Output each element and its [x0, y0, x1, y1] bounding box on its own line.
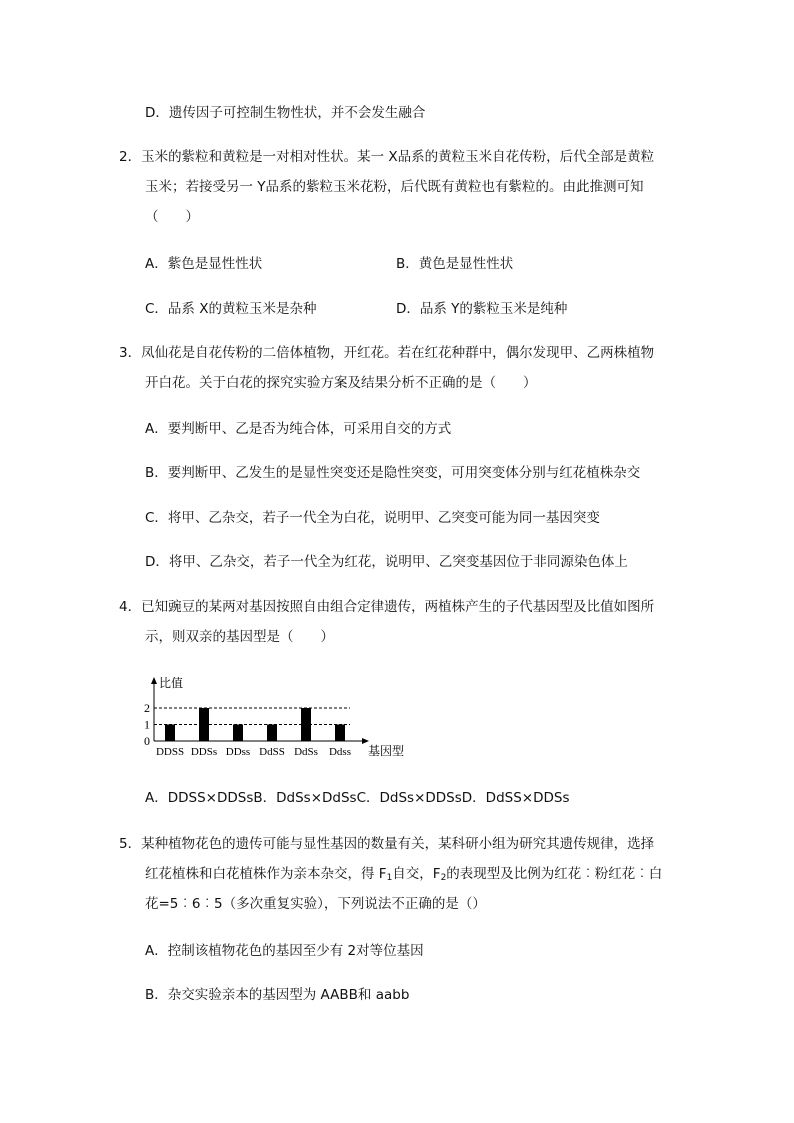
y-tick-label: 2 — [144, 701, 150, 715]
x-tick-label: DdSS — [259, 746, 285, 758]
q3-option-d: D．将甲、乙杂交，若子一代全为红花，说明甲、乙突变基因位于非同源染色体上 — [145, 554, 628, 570]
bar-Ddss — [335, 725, 345, 742]
q5-option-b: B．杂交实验亲本的基因型为 AABB和 aabb — [145, 987, 410, 1003]
y-tick-label: 0 — [144, 734, 150, 748]
x-tick-label: DDSS — [155, 746, 185, 758]
q2-stem-line-3: （ ） — [145, 209, 199, 225]
q5-stem-line-3: 花=5︰6︰5（多次重复实验），下列说法不正确的是（） — [145, 896, 486, 912]
q4-stem-line-2: 示，则双亲的基因型是（ ） — [145, 629, 334, 645]
q3-stem-line-1: 3．凤仙花是自花传粉的二倍体植物，开红花。若在红花种群中，偶尔发现甲、乙两株植物 — [119, 345, 655, 361]
x-tick-label: DdSs — [294, 746, 318, 758]
bar-DDss — [233, 725, 243, 742]
bar-DdSs — [301, 708, 311, 741]
q5-option-a: A．控制该植物花色的基因至少有 2对等位基因 — [145, 943, 424, 959]
x-tick-label: DDss — [225, 746, 251, 758]
q2-option-d: D．品系 Y的紫粒玉米是纯种 — [396, 301, 568, 317]
q4-stem-line-1: 4．已知豌豆的某两对基因按照自由组合定律遗传，两植株产生的子代基因型及比值如图所 — [119, 599, 655, 615]
q3-option-a: A．要判断甲、乙是否为纯合体，可采用自交的方式 — [145, 421, 452, 437]
q2-stem-line-2: 玉米；若接受另一 Y品系的紫粒玉米花粉，后代既有黄粒也有紫粒的。由此推测可知 — [145, 179, 644, 195]
y-axis-label: 比值 — [159, 676, 184, 690]
x-tick-label: DDSs — [190, 746, 218, 758]
q3-option-c: C．将甲、乙杂交，若子一代全为白花，说明甲、乙突变可能为同一基因突变 — [145, 510, 600, 526]
q3-stem-line-2: 开白花。关于白花的探究实验方案及结果分析不正确的是（ ） — [145, 375, 537, 391]
q5-stem-line-1: 5．某种植物花色的遗传可能与显性基因的数量有关，某科研小组为研究其遗传规律，选择 — [119, 836, 655, 852]
genotype-ratio-chart — [140, 675, 410, 760]
q1-option-d: D．遗传因子可控制生物性状，并不会发生融合 — [145, 105, 426, 121]
q5-stem-line-2: 红花植株和白花植株作为亲本杂交，得 $F_1$自交，$F_2$的表现型及比例为红花︰粉红花︰白 — [145, 866, 663, 883]
bar-DdSS — [267, 725, 277, 742]
q2-option-b: B．黄色是显性性状 — [396, 256, 514, 272]
q2-stem-line-1: 2．玉米的紫粒和黄粒是一对相对性状。某一 X品系的黄粒玉米自花传粉，后代全部是黄粒 — [119, 149, 655, 165]
bar-DDSs — [199, 708, 209, 741]
x-axis-label: 基因型 — [368, 744, 405, 758]
q3-option-b: B．要判断甲、乙发生的是显性突变还是隐性突变，可用突变体分别与红花植株杂交 — [145, 465, 641, 481]
q4-options: A．DDSS×DDSsB．DdSs×DdSsC．DdSs×DDSsD．DdSS×DDSs — [145, 790, 570, 806]
x-tick-label: Ddss — [328, 746, 352, 758]
y-axis-arrow — [151, 677, 157, 684]
q2-option-a: A．紫色是显性性状 — [145, 256, 263, 272]
bar-DDSS — [165, 725, 175, 742]
q2-option-c: C．品系 X的黄粒玉米是杂种 — [145, 301, 317, 317]
y-tick-label: 1 — [144, 717, 150, 732]
